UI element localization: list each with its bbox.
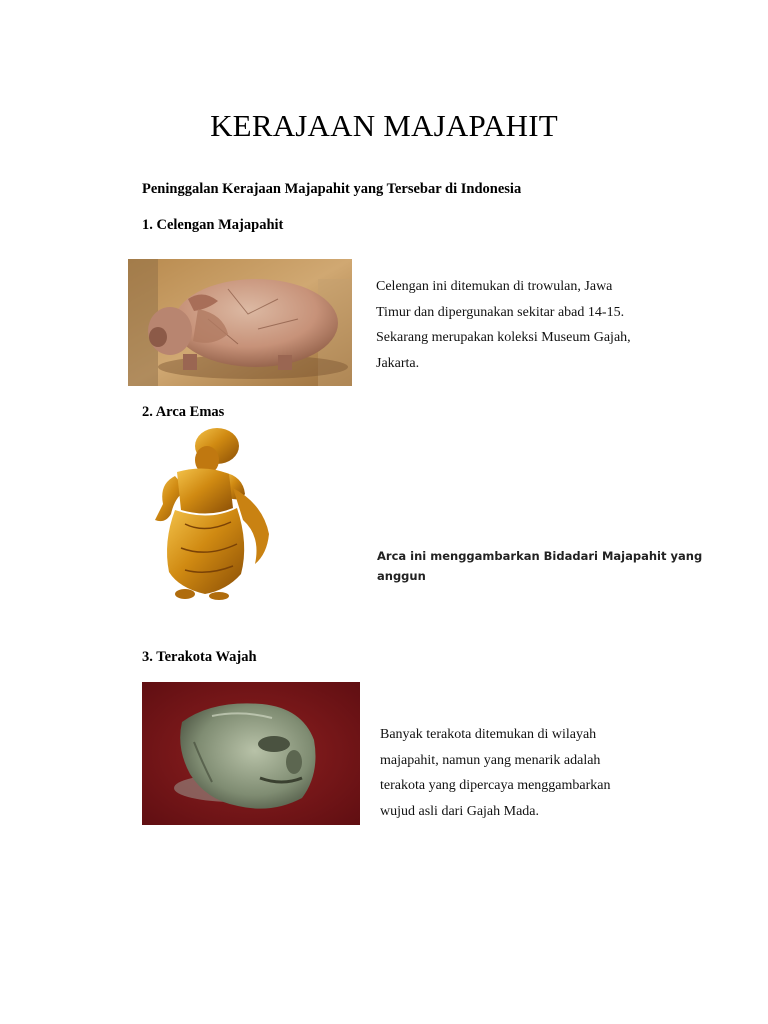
celengan-description: [376, 274, 631, 376]
arca-emas-description: [377, 546, 702, 586]
arca-emas-photo: [145, 424, 275, 601]
description-line: majapahit, namun yang menarik adalah: [380, 752, 601, 768]
page-title: KERAJAAN MAJAPAHIT: [210, 108, 558, 143]
description-line: Jakarta.: [376, 355, 420, 371]
description-line: Celengan ini ditemukan di trowulan, Jawa: [376, 279, 613, 294]
description-line: Arca ini menggambarkan Bidadari Majapahit yang: [377, 549, 703, 563]
section-heading-arca-emas: 2. Arca Emas: [142, 404, 225, 420]
description-line: anggun: [377, 569, 426, 583]
terakota-photo: [142, 682, 360, 825]
description-line: wujud asli dari Gajah Mada.: [380, 803, 540, 819]
terakota-description: [380, 722, 611, 824]
section-heading-celengan: 1. Celengan Majapahit: [142, 217, 284, 233]
celengan-photo: [128, 259, 352, 386]
section-heading-terakota: 3. Terakota Wajah: [142, 649, 257, 665]
document-subtitle: Peninggalan Kerajaan Majapahit yang Tersebar di Indonesia: [142, 181, 522, 197]
description-line: Sekarang merupakan koleksi Museum Gajah,: [376, 330, 631, 345]
description-line: Timur dan dipergunakan sekitar abad 14-15.: [376, 304, 625, 320]
description-line: Banyak terakota ditemukan di wilayah: [380, 727, 597, 742]
description-line: terakota yang dipercaya menggambarkan: [380, 778, 611, 793]
